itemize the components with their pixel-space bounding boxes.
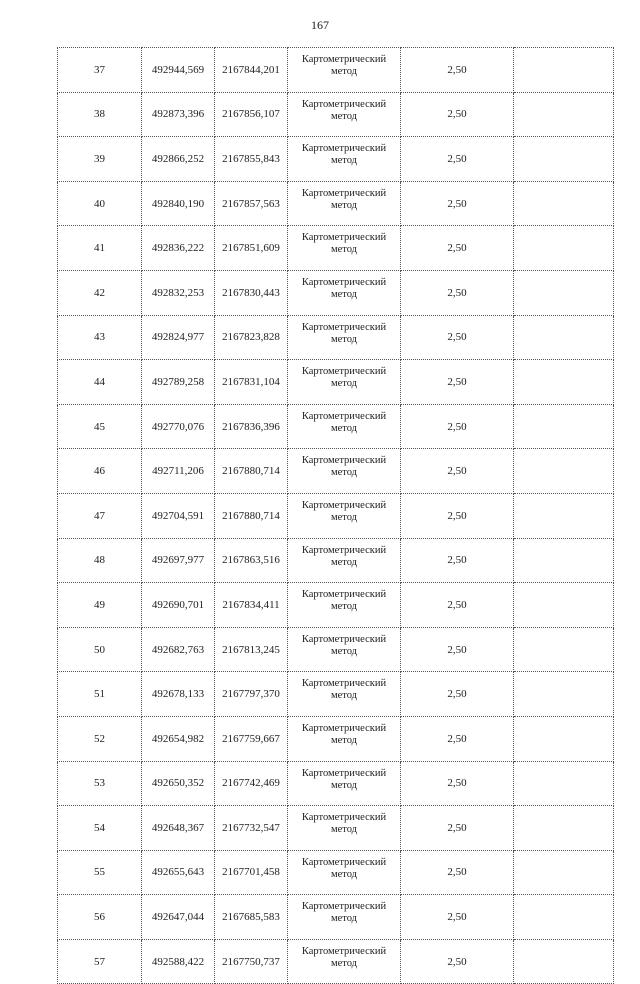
method-line-1: Картометрический [301, 589, 387, 601]
method-line-2: метод [330, 110, 358, 122]
x-coordinate-cell: 492654,982 [142, 716, 215, 761]
extra-cell [514, 583, 614, 628]
table-row [58, 315, 614, 360]
error-cell: 2,50 [401, 583, 514, 628]
point-number-cell: 43 [58, 315, 142, 360]
method-line-1: Картометрический [301, 54, 387, 65]
error-cell: 2,50 [401, 806, 514, 851]
extra-cell [514, 181, 614, 226]
y-coordinate-cell: 2167797,370 [215, 672, 288, 717]
x-coordinate-cell: 492836,222 [142, 226, 215, 271]
method-line-2: метод [330, 422, 358, 434]
x-coordinate-cell: 492647,044 [142, 895, 215, 940]
method-cell [288, 137, 401, 182]
x-coordinate-cell: 492944,569 [142, 48, 215, 93]
table-row [58, 761, 614, 806]
error-cell: 2,50 [401, 627, 514, 672]
error-cell: 2,50 [401, 449, 514, 494]
method-line-2: метод [330, 467, 358, 479]
method-cell [288, 672, 401, 717]
table-row [58, 48, 614, 93]
method-line-1: Картометрический [301, 98, 387, 110]
method-cell [288, 493, 401, 538]
method-line-2: метод [330, 868, 358, 880]
method-line-2: метод [330, 378, 358, 390]
y-coordinate-cell: 2167831,104 [215, 360, 288, 405]
error-cell: 2,50 [401, 850, 514, 895]
table-row [58, 716, 614, 761]
table-row [58, 493, 614, 538]
x-coordinate-cell: 492655,643 [142, 850, 215, 895]
table-row [58, 449, 614, 494]
point-number-cell: 56 [58, 895, 142, 940]
method-line-1: Картометрический [301, 678, 387, 690]
x-coordinate-cell: 492690,701 [142, 583, 215, 628]
page-number: 167 [311, 18, 329, 32]
method-cell [288, 315, 401, 360]
point-number-cell: 38 [58, 92, 142, 137]
method-line-1: Картометрический [301, 276, 387, 288]
point-number-cell: 54 [58, 806, 142, 851]
extra-cell [514, 895, 614, 940]
method-cell [288, 360, 401, 405]
table-row [58, 939, 614, 984]
x-coordinate-cell: 492832,253 [142, 270, 215, 315]
method-line-2: метод [330, 244, 358, 256]
y-coordinate-cell: 2167857,563 [215, 181, 288, 226]
y-coordinate-cell: 2167830,443 [215, 270, 288, 315]
method-cell [288, 627, 401, 672]
method-line-1: Картометрический [301, 455, 387, 467]
table-row [58, 672, 614, 717]
extra-cell [514, 672, 614, 717]
extra-cell [514, 270, 614, 315]
point-number-cell: 51 [58, 672, 142, 717]
point-number-cell: 44 [58, 360, 142, 405]
table-row [58, 404, 614, 449]
table-row [58, 92, 614, 137]
method-line-1: Картометрический [301, 410, 387, 422]
method-line-1: Картометрический [301, 722, 387, 734]
y-coordinate-cell: 2167855,843 [215, 137, 288, 182]
coordinates-table [57, 47, 614, 984]
extra-cell [514, 404, 614, 449]
method-line-2: метод [330, 913, 358, 925]
method-line-1: Картометрический [301, 321, 387, 333]
method-line-2: метод [330, 556, 358, 568]
method-line-1: Картометрический [301, 143, 387, 155]
table-row [58, 583, 614, 628]
coordinates-table-body [58, 48, 614, 984]
x-coordinate-cell: 492588,422 [142, 939, 215, 984]
point-number-cell: 39 [58, 137, 142, 182]
method-line-2: метод [330, 734, 358, 746]
point-number-cell: 46 [58, 449, 142, 494]
method-line-1: Картометрический [301, 499, 387, 511]
method-line-1: Картометрический [301, 366, 387, 378]
method-line-2: метод [330, 690, 358, 702]
method-line-2: метод [330, 333, 358, 345]
method-line-1: Картометрический [301, 812, 387, 824]
y-coordinate-cell: 2167750,737 [215, 939, 288, 984]
table-row [58, 895, 614, 940]
point-number-cell: 55 [58, 850, 142, 895]
point-number-cell: 50 [58, 627, 142, 672]
extra-cell [514, 806, 614, 851]
method-cell [288, 806, 401, 851]
x-coordinate-cell: 492682,763 [142, 627, 215, 672]
point-number-cell: 41 [58, 226, 142, 271]
extra-cell [514, 939, 614, 984]
x-coordinate-cell: 492704,591 [142, 493, 215, 538]
y-coordinate-cell: 2167813,245 [215, 627, 288, 672]
method-cell [288, 583, 401, 628]
error-cell: 2,50 [401, 493, 514, 538]
y-coordinate-cell: 2167844,201 [215, 48, 288, 93]
extra-cell [514, 716, 614, 761]
method-cell [288, 48, 401, 93]
y-coordinate-cell: 2167685,583 [215, 895, 288, 940]
y-coordinate-cell: 2167823,828 [215, 315, 288, 360]
x-coordinate-cell: 492873,396 [142, 92, 215, 137]
point-number-cell: 47 [58, 493, 142, 538]
y-coordinate-cell: 2167851,609 [215, 226, 288, 271]
extra-cell [514, 315, 614, 360]
error-cell: 2,50 [401, 315, 514, 360]
method-line-1: Картометрический [301, 232, 387, 244]
extra-cell [514, 92, 614, 137]
method-line-1: Картометрический [301, 187, 387, 199]
method-line-2: метод [330, 601, 358, 613]
x-coordinate-cell: 492770,076 [142, 404, 215, 449]
extra-cell [514, 627, 614, 672]
method-line-1: Картометрический [301, 945, 387, 957]
method-line-2: метод [330, 779, 358, 791]
point-number-cell: 53 [58, 761, 142, 806]
method-line-2: метод [330, 288, 358, 300]
method-cell [288, 895, 401, 940]
error-cell: 2,50 [401, 270, 514, 315]
x-coordinate-cell: 492824,977 [142, 315, 215, 360]
error-cell: 2,50 [401, 48, 514, 93]
method-cell [288, 716, 401, 761]
method-line-2: метод [330, 511, 358, 523]
point-number-cell: 49 [58, 583, 142, 628]
extra-cell [514, 48, 614, 93]
point-number-cell: 48 [58, 538, 142, 583]
point-number-cell: 40 [58, 181, 142, 226]
x-coordinate-cell: 492866,252 [142, 137, 215, 182]
method-cell [288, 850, 401, 895]
y-coordinate-cell: 2167863,516 [215, 538, 288, 583]
error-cell: 2,50 [401, 404, 514, 449]
method-line-2: метод [330, 66, 358, 77]
y-coordinate-cell: 2167701,458 [215, 850, 288, 895]
method-line-1: Картометрический [301, 633, 387, 645]
extra-cell [514, 493, 614, 538]
table-row [58, 850, 614, 895]
x-coordinate-cell: 492650,352 [142, 761, 215, 806]
point-number-cell: 52 [58, 716, 142, 761]
x-coordinate-cell: 492789,258 [142, 360, 215, 405]
error-cell: 2,50 [401, 181, 514, 226]
extra-cell [514, 449, 614, 494]
table-row [58, 627, 614, 672]
method-line-2: метод [330, 645, 358, 657]
y-coordinate-cell: 2167742,469 [215, 761, 288, 806]
y-coordinate-cell: 2167732,547 [215, 806, 288, 851]
table-row [58, 806, 614, 851]
error-cell: 2,50 [401, 761, 514, 806]
extra-cell [514, 538, 614, 583]
y-coordinate-cell: 2167759,667 [215, 716, 288, 761]
method-cell [288, 92, 401, 137]
extra-cell [514, 360, 614, 405]
error-cell: 2,50 [401, 939, 514, 984]
extra-cell [514, 761, 614, 806]
extra-cell [514, 850, 614, 895]
method-cell [288, 761, 401, 806]
x-coordinate-cell: 492648,367 [142, 806, 215, 851]
extra-cell [514, 226, 614, 271]
error-cell: 2,50 [401, 672, 514, 717]
method-cell [288, 538, 401, 583]
table-row [58, 360, 614, 405]
method-line-1: Картометрический [301, 901, 387, 913]
x-coordinate-cell: 492678,133 [142, 672, 215, 717]
point-number-cell: 42 [58, 270, 142, 315]
method-cell [288, 226, 401, 271]
method-cell [288, 270, 401, 315]
error-cell: 2,50 [401, 92, 514, 137]
method-line-2: метод [330, 199, 358, 211]
x-coordinate-cell: 492840,190 [142, 181, 215, 226]
error-cell: 2,50 [401, 226, 514, 271]
method-line-1: Картометрический [301, 544, 387, 556]
point-number-cell: 37 [58, 48, 142, 93]
method-cell [288, 404, 401, 449]
table-row [58, 181, 614, 226]
method-line-2: метод [330, 824, 358, 836]
method-cell [288, 449, 401, 494]
error-cell: 2,50 [401, 360, 514, 405]
method-line-1: Картометрический [301, 767, 387, 779]
point-number-cell: 45 [58, 404, 142, 449]
extra-cell [514, 137, 614, 182]
point-number-cell: 57 [58, 939, 142, 984]
y-coordinate-cell: 2167834,411 [215, 583, 288, 628]
table-row [58, 137, 614, 182]
y-coordinate-cell: 2167836,396 [215, 404, 288, 449]
x-coordinate-cell: 492711,206 [142, 449, 215, 494]
table-row [58, 538, 614, 583]
method-line-2: метод [330, 957, 358, 969]
error-cell: 2,50 [401, 538, 514, 583]
y-coordinate-cell: 2167856,107 [215, 92, 288, 137]
error-cell: 2,50 [401, 716, 514, 761]
error-cell: 2,50 [401, 137, 514, 182]
y-coordinate-cell: 2167880,714 [215, 493, 288, 538]
y-coordinate-cell: 2167880,714 [215, 449, 288, 494]
method-line-1: Картометрический [301, 856, 387, 868]
method-cell [288, 939, 401, 984]
x-coordinate-cell: 492697,977 [142, 538, 215, 583]
error-cell: 2,50 [401, 895, 514, 940]
table-row [58, 226, 614, 271]
method-line-2: метод [330, 155, 358, 167]
method-cell [288, 181, 401, 226]
table-row [58, 270, 614, 315]
